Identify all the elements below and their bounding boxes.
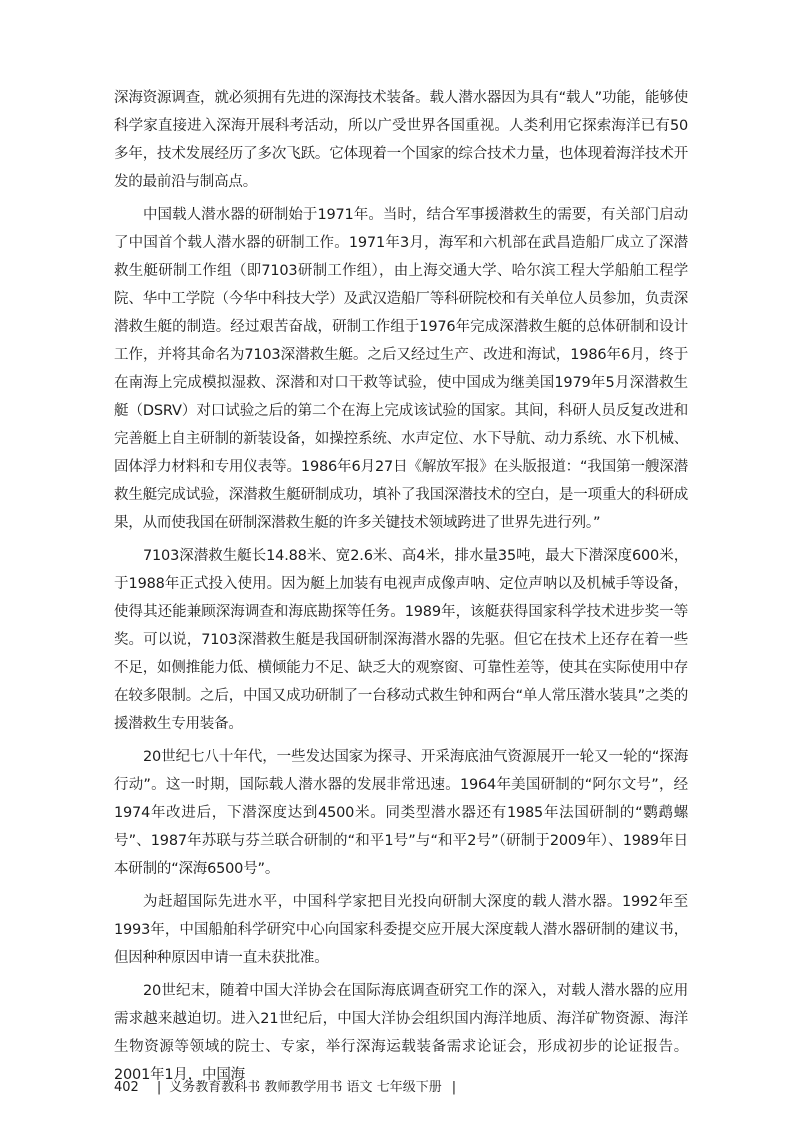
paragraph-5: 为赶超国际先进水平，中国科学家把目光投向研制大深度的载人潜水器。1992年至1993年，中国船舶科学研究中心向国家科委提交应开展大深度载人潜水器研制的建议书，但因种种原因申请一直未获批准。 <box>114 894 688 966</box>
paragraph-3: 7103深潜救生艇长14.88米、宽2.6米、高4米，排水量35吨，最大下潜深度600米，于1988年正式投入使用。因为艇上加装有电视声成像声呐、定位声呐以及机械手等设备，使得其还能兼顾深海调查和海底勘探等任务。1989年，该艇获得国家科学技术进步奖一等奖。可以说，7103深潜救生艇是我国研制深海潜水器的先驱。但它在技术上还存在着一些不足，如侧推能力低、横倾能力不足、缺乏大的观察窗、可靠性差等，使其在实际使用中存在较多限制。之后，中国又成功研制了一台移动式救生钟和两台“单人常压潜水装具”之类的援潜救生专用装备。 <box>114 548 688 732</box>
page-body <box>114 84 688 1094</box>
paragraph-4: 20世纪七八十年代，一些发达国家为探寻、开采海底油气资源展开一轮又一轮的“探海行动”。这一时期，国际载人潜水器的发展非常迅速。1964年美国研制的“阿尔文号”，经1974年改进后，下潜深度达到4500米。同类型潜水器还有1985年法国研制的“鹦鹉螺号”、1987年苏联与芬兰联合研制的“和平1号”与“和平2号”（研制于2009年）、1989年日本研制的“深海6500号”。 <box>114 749 688 877</box>
book-series: 义务教育教科书 <box>169 1080 261 1095</box>
footer-separator-end: | <box>451 1080 457 1095</box>
paragraph-2: 中国载人潜水器的研制始于1971年。当时，结合军事援潜救生的需要，有关部门启动了中国首个载人潜水器的研制工作。1971年3月，海军和六机部在武昌造船厂成立了深潜救生艇研制工作组（即7103研制工作组），由上海交通大学、哈尔滨工程大学船舶工程学院、华中工学院（今华中科技大学）及武汉造船厂等科研院校和有关单位人员参加，负责深潜救生艇的制造。经过艰苦奋战，研制工作组于1976年完成深潜救生艇的总体研制和设计工作，并将其命名为7103深潜救生艇。之后又经过生产、改进和海试，1986年6月，终于在南海上完成模拟湿救、深潜和对口干救等试验，使中国成为继美国1979年5月深潜救生艇（DSRV）对口试验之后的第二个在海上完成该试验的国家。其间，科研人员反复改进和完善艇上自主研制的新装设备，如操控系统、水声定位、水下导航、动力系统、水下机械、固体浮力材料和专用仪表等。1986年6月27日《解放军报》在头版报道：“我国第一艘深潜救生艇完成试验，深潜救生艇研制成功，填补了我国深潜技术的空白，是一项重大的科研成果，从而使我国在研制深潜救生艇的许多关键技术领域跨进了世界先进行列。” <box>114 207 688 531</box>
book-title: 教师教学用书 <box>264 1080 343 1095</box>
paragraph-6: 20世纪末，随着中国大洋协会在国际海底调查研究工作的深入，对载人潜水器的应用需求越来越迫切。进入21世纪后，中国大洋协会组织国内海洋地质、海洋矿物资源、海洋生物资源等领域的院士、专家，举行深海运载装备需求论证会，形成初步的论证报告。2001年1月，中国海 <box>114 983 688 1083</box>
page-number: 402 <box>114 1080 139 1095</box>
page-footer <box>114 1078 456 1098</box>
paragraph-1: 深海资源调查，就必须拥有先进的深海技术装备。载人潜水器因为具有“载人”功能，能够使科学家直接进入深海开展科考活动，所以广受世界各国重视。人类利用它探索海洋已有50多年，技术发展经历了多次飞跃。它体现着一个国家的综合技术力量，也体现着海洋技术开发的最前沿与制高点。 <box>114 90 688 190</box>
grade: 七年级下册 <box>376 1080 442 1095</box>
footer-separator: | <box>156 1080 162 1095</box>
subject: 语文 <box>346 1080 373 1095</box>
